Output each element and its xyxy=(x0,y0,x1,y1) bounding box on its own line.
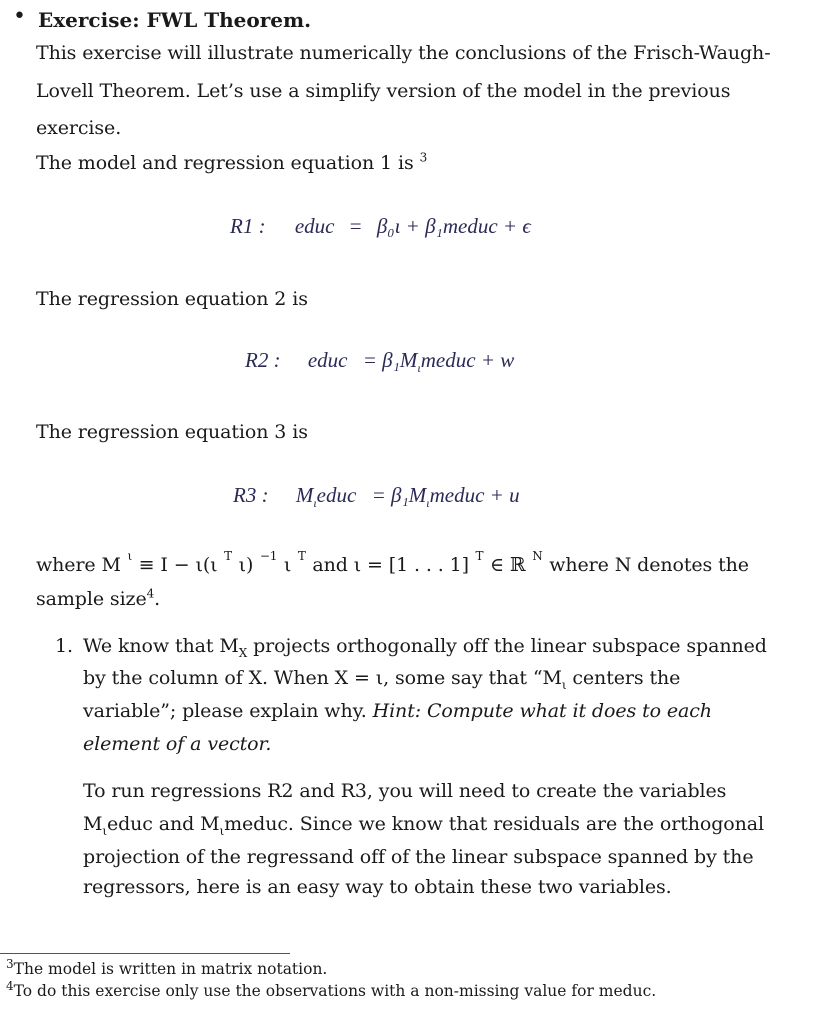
para2-line-4: regressors, here is an easy way to obtain these two variables. xyxy=(83,876,672,898)
bullet-icon: • xyxy=(13,4,26,29)
item-1-line-2: by the column of X. When X = ι, some say that “$M_\iota$ centers the xyxy=(83,667,681,692)
para2-line-3: projection of the regressand off of the linear subspace spanned by the xyxy=(83,846,754,868)
footnote-ref-3: 3 xyxy=(419,150,428,165)
intro-line-3: exercise. xyxy=(36,117,122,139)
r2-label: R2 : xyxy=(245,348,281,372)
footnote-3 xyxy=(6,956,328,978)
intro-line-4-text: The model and regression equation 1 is xyxy=(36,152,414,174)
r3-lhs: $M_\iota educ$ xyxy=(295,483,357,511)
where-line-1 xyxy=(36,549,749,576)
r2-lhs: educ xyxy=(307,348,348,372)
footnote-4-mark: 4 xyxy=(6,978,14,993)
footnote-3-text: The model is written in matrix notation. xyxy=(13,960,328,978)
footnote-4-text: To do this exercise only use the observations with a non-missing value for meduc. xyxy=(13,982,657,1000)
footnote-rule xyxy=(0,953,290,954)
para2-line-1: To run regressions R2 and R3, you will need to create the variables xyxy=(83,780,727,802)
r2-intro: The regression equation 2 is xyxy=(36,288,308,310)
para2-line-2: $M_\iota educ$ and $M_\iota meduc$. Since we know that residuals are the orthogonal xyxy=(83,813,764,838)
item-1-line-4: element of a vector. xyxy=(83,733,272,755)
equation-r1 xyxy=(230,214,531,239)
footnote-3-mark: 3 xyxy=(6,956,14,971)
r1-label: R1 : xyxy=(230,214,266,238)
intro-line-1: This exercise will illustrate numerically the conclusions of the Frisch-Waugh- xyxy=(36,42,771,64)
item-1-number: 1. xyxy=(55,635,73,657)
r3-intro: The regression equation 3 is xyxy=(36,421,308,443)
exercise-title: Exercise: FWL Theorem. xyxy=(38,8,312,32)
r1-equals: = xyxy=(349,214,362,238)
r2-rhs: = $\beta_1M_\iota meduc + w$ xyxy=(362,348,515,376)
equation-r3 xyxy=(233,483,520,511)
where-line-2-text: sample size xyxy=(36,588,147,610)
item-1-line-1: We know that $M_X$ projects orthogonally off the linear subspace spanned xyxy=(83,635,767,660)
r3-label: R3 : xyxy=(233,483,269,507)
footnote-4 xyxy=(6,978,657,1000)
where-line-2: sample size$^4$. xyxy=(36,586,161,610)
item-1-line-3: variable”; please explain why. Hint: Compute what it does to each xyxy=(83,700,712,722)
intro-line-4 xyxy=(36,150,428,174)
intro-line-2: Lovell Theorem. Let’s use a simplify version of the model in the previous xyxy=(36,80,731,102)
equation-r2 xyxy=(245,348,515,376)
r3-rhs: = $\beta_1M_\iota meduc + u$ xyxy=(371,483,520,511)
r1-lhs: educ xyxy=(294,214,335,238)
r1-rhs: β₀ι + β₁meduc + ϵ xyxy=(376,214,531,238)
where-line-1-text: where M ι ≡ I − ι(ι T ι) −1 ι T and ι = [1 . . . 1] T ∈ ℝ N where N denotes the xyxy=(36,549,749,576)
footnote-ref-4: 4 xyxy=(146,586,155,601)
